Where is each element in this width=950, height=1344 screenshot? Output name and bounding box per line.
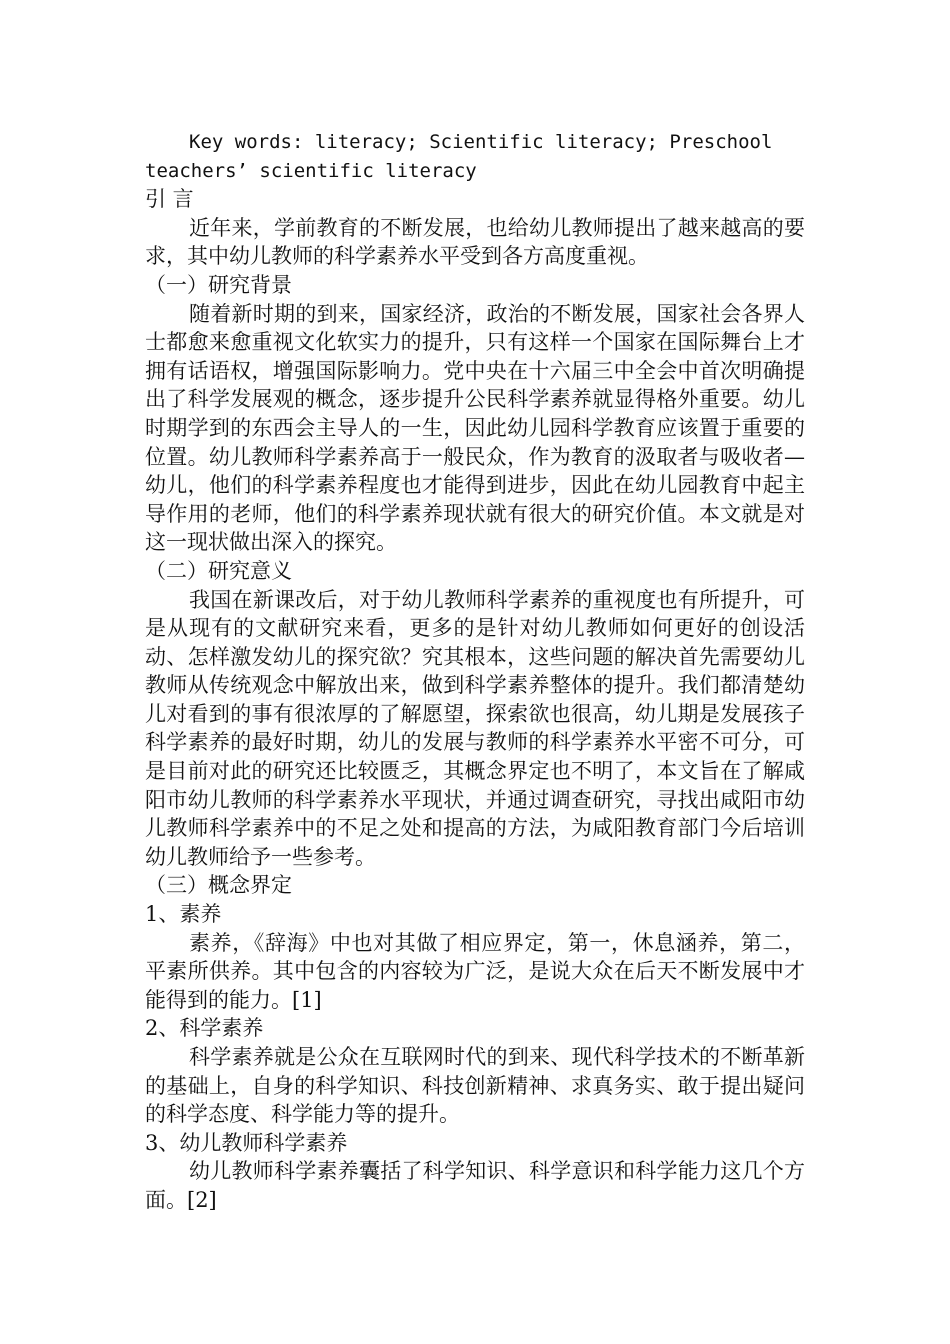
subsection-heading-teacher-literacy: 3、幼儿教师科学素养: [145, 1130, 348, 1155]
subsection-paragraph-teacher-literacy: 幼儿教师科学素养囊括了科学知识、科学意识和科学能力这几个方面。[2]: [145, 1159, 805, 1212]
section-heading-background: （一）研究背景: [145, 272, 292, 297]
keywords-line-2: teachers’ scientific literacy: [145, 159, 477, 182]
keywords-line-1: Key words: literacy; Scientific literacy; Preschool: [189, 131, 773, 153]
section-paragraph-significance: 我国在新课改后，对于幼儿教师科学素养的重视度也有所提升，可是从现有的文献研究来看，更多的是针对幼儿教师如何更好的创设活动、怎样激发幼儿的探究欲？究其根本，这些问题的解决首先需要幼儿教师从传统观念中解放出来，做到科学素养整体的提升。我们都清楚幼儿对看到的事有很浓厚的了解愿望，探索欲也很高，幼儿期是发展孩子科学素养的最好时期，幼儿的发展与教师的科学素养水平密不可分，可是目前对此的研究还比较匮乏，其概念界定也不明了，本文旨在了解咸阳市幼儿教师的科学素养水平现状，并通过调查研究，寻找出咸阳市幼儿教师科学素养中的不足之处和提高的方法，为咸阳教育部门今后培训幼儿教师给予一些参考。: [145, 587, 805, 869]
subsection-heading-literacy: 1、素养: [145, 902, 222, 927]
subsection-paragraph-scientific-literacy: 科学素养就是公众在互联网时代的到来、现代科学技术的不断革新的基础上，自身的科学知识、科技创新精神、求真务实、敢于提出疑问的科学态度、科学能力等的提升。: [145, 1045, 805, 1127]
document-body: [145, 128, 805, 1215]
section-heading-definitions: （三）概念界定: [145, 873, 292, 898]
section-heading-significance: （二）研究意义: [145, 558, 292, 583]
subsection-heading-scientific-literacy: 2、科学素养: [145, 1016, 264, 1041]
section-paragraph-background: 随着新时期的到来，国家经济，政治的不断发展，国家社会各界人士都愈来愈重视文化软实力的提升，只有这样一个国家在国际舞台上才拥有话语权，增强国际影响力。党中央在十六届三中全会中首次明确提出了科学发展观的概念，逐步提升公民科学素养就显得格外重要。幼儿时期学到的东西会主导人的一生，因此幼儿园科学教育应该置于重要的位置。幼儿教师科学素养高于一般民众，作为教育的汲取者与吸收者—幼儿，他们的科学素养程度也才能得到进步，因此在幼儿园教育中起主导作用的老师，他们的科学素养现状就有很大的研究价值。本文就是对这一现状做出深入的探究。: [145, 301, 805, 555]
subsection-paragraph-literacy: 素养，《辞海》中也对其做了相应界定，第一，休息涵养，第二，平素所供养。其中包含的内容较为广泛，是说大众在后天不断发展中才能得到的能力。[1]: [145, 930, 805, 1012]
intro-paragraph: 近年来，学前教育的不断发展，也给幼儿教师提出了越来越高的要求，其中幼儿教师的科学素养水平受到各方高度重视。: [145, 215, 805, 269]
intro-heading: 引 言: [145, 187, 194, 212]
